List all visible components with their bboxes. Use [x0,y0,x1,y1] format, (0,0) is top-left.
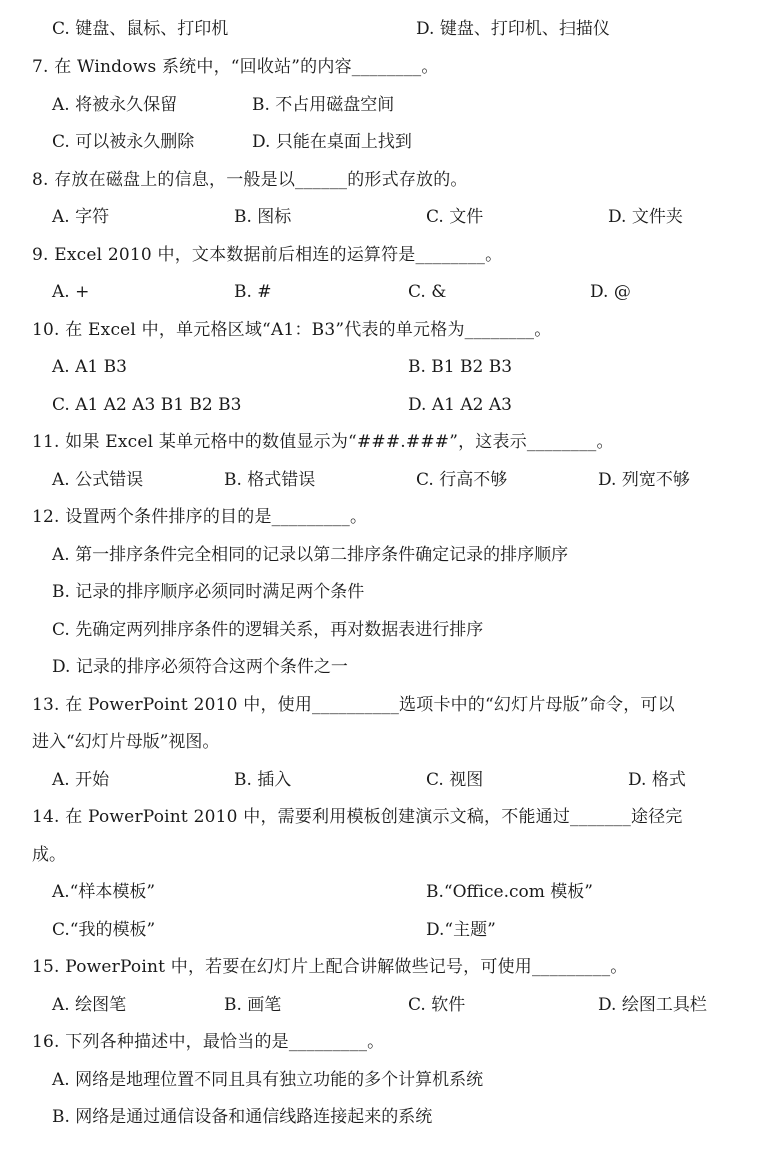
q7-option-a: A. 将被永久保留 [52,95,178,115]
q11-option-b: B. 格式错误 [224,470,316,490]
q6-options-cd [0,14,770,44]
q7-stem: 7. 在 Windows 系统中，“回收站”的内容________。 [32,57,439,77]
q16-option-a: A. 网络是地理位置不同且具有独立功能的多个计算机系统 [52,1070,484,1090]
q7-option-c: C. 可以被永久删除 [52,132,195,152]
q11-option-c: C. 行高不够 [416,470,508,490]
q14-options-ab [0,877,770,907]
q11-options [0,465,770,495]
q11-stem: 11. 如果 Excel 某单元格中的数值显示为“###.###”，这表示________。 [32,432,614,452]
q15-stem: 15. PowerPoint 中，若要在幻灯片上配合讲解做些记号，可使用_________。 [32,957,628,977]
q14-option-d: D.“主题” [426,920,496,940]
q9-option-b: B. # [234,282,272,302]
q15-options [0,990,770,1020]
q12-option-a-row [0,540,770,570]
q9-option-c: C. & [408,282,447,302]
q12-option-c: C. 先确定两列排序条件的逻辑关系，再对数据表进行排序 [52,620,484,640]
q12-option-d-row [0,652,770,682]
q12-option-d: D. 记录的排序必须符合这两个条件之一 [52,657,348,677]
q16-option-b-row [0,1102,770,1132]
q10-stem: 10. 在 Excel 中，单元格区域“A1：B3”代表的单元格为________。 [32,320,552,340]
q14-option-b: B.“Office.com 模板” [426,882,593,902]
q8-option-c: C. 文件 [426,207,484,227]
q10-options-ab [0,352,770,382]
q13-option-b: B. 插入 [234,770,292,790]
q13-stem: 13. 在 PowerPoint 2010 中，使用__________选项卡中的“幻灯片母版”命令，可以 [32,695,675,715]
q14-option-c: C.“我的模板” [52,920,156,940]
q6-option-d: D. 键盘、打印机、扫描仪 [416,19,610,39]
q13-option-d: D. 格式 [628,770,686,790]
q15-option-b: B. 画笔 [224,995,282,1015]
q7-option-b: B. 不占用磁盘空间 [252,95,395,115]
q10-option-b: B. B1 B2 B3 [408,357,513,377]
q11-option-d: D. 列宽不够 [598,470,690,490]
q8-option-b: B. 图标 [234,207,292,227]
q15-option-d: D. 绘图工具栏 [598,995,707,1015]
q14-stem: 14. 在 PowerPoint 2010 中，需要利用模板创建演示文稿，不能通过_______途径完 [32,807,683,827]
q9-option-a: A. + [52,282,90,302]
q9-stem: 9. Excel 2010 中，文本数据前后相连的运算符是________。 [32,245,503,265]
q12-option-c-row [0,615,770,645]
q10-option-a: A. A1 B3 [52,357,127,377]
q15-option-a: A. 绘图笔 [52,995,127,1015]
q11-option-a: A. 公式错误 [52,470,144,490]
q15-option-c: C. 软件 [408,995,466,1015]
q8-stem: 8. 存放在磁盘上的信息，一般是以______的形式存放的。 [32,170,468,190]
q14-option-a: A.“样本模板” [52,882,156,902]
q13-option-a: A. 开始 [52,770,110,790]
q12-option-b: B. 记录的排序顺序必须同时满足两个条件 [52,582,365,602]
q10-option-d: D. A1 A2 A3 [408,395,512,415]
q12-option-a: A. 第一排序条件完全相同的记录以第二排序条件确定记录的排序顺序 [52,545,569,565]
q14-options-cd [0,915,770,945]
q13-option-c: C. 视图 [426,770,484,790]
q14-stem-continued: 成。 [32,845,66,865]
q13-options [0,765,770,795]
q16-option-b: B. 网络是通过通信设备和通信线路连接起来的系统 [52,1107,433,1127]
q10-option-c: C. A1 A2 A3 B1 B2 B3 [52,395,242,415]
q13-stem-continued: 进入“幻灯片母版”视图。 [32,732,220,752]
q6-option-c: C. 键盘、鼠标、打印机 [52,19,229,39]
q16-stem: 16. 下列各种描述中，最恰当的是_________。 [32,1032,385,1052]
q12-stem: 12. 设置两个条件排序的目的是_________。 [32,507,368,527]
q8-option-d: D. 文件夹 [608,207,683,227]
q9-options [0,277,770,307]
q16-option-a-row [0,1065,770,1095]
q8-options [0,202,770,232]
q7-option-d: D. 只能在桌面上找到 [252,132,412,152]
q9-option-d: D. @ [590,282,631,302]
q12-option-b-row [0,577,770,607]
q7-options-cd [0,127,770,157]
q10-options-cd [0,390,770,420]
q8-option-a: A. 字符 [52,207,110,227]
q7-options-ab [0,90,770,120]
